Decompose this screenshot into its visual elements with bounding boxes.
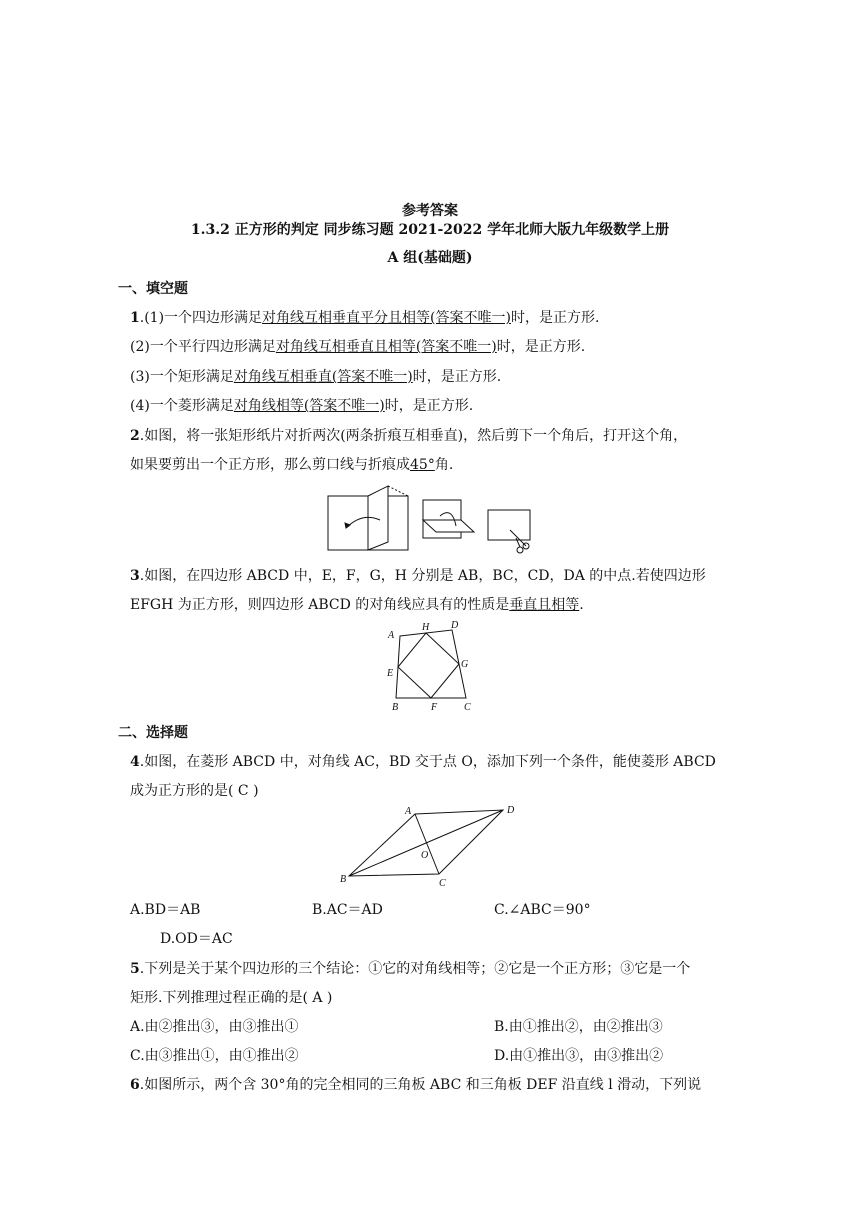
- q4-option-c: C.∠ABC＝90°: [494, 902, 591, 918]
- label-o: O: [421, 850, 429, 861]
- q1-answer-3: 对角线互相垂直(答案不唯一): [233, 369, 413, 385]
- q1-line-1: 1.(1)一个四边形满足对角线互相垂直平分且相等(答案不唯一)时，是正方形.: [130, 310, 600, 326]
- q1-line-3: (3)一个矩形满足对角线互相垂直(答案不唯一)时，是正方形.: [130, 369, 502, 385]
- q5-option-c: C.由③推出①，由①推出②: [130, 1048, 299, 1064]
- q5-option-b: B.由①推出②，由②推出③: [494, 1019, 663, 1035]
- q5-number: 5: [130, 961, 140, 977]
- q4-line-2: 成为正方形的是( C ): [130, 783, 259, 799]
- q1-line-2: (2)一个平行四边形满足对角线互相垂直且相等(答案不唯一)时，是正方形.: [130, 339, 586, 355]
- paper-folding-figure: [320, 480, 540, 556]
- q1-answer-1: 对角线互相垂直平分且相等(答案不唯一): [262, 310, 511, 326]
- label-d: D: [451, 620, 459, 631]
- label-c: C: [464, 702, 471, 713]
- q2-line-1: 2.如图，将一张矩形纸片对折两次(两条折痕互相垂直)，然后剪下一个角后，打开这个角，: [130, 428, 688, 444]
- q3-line-1: 3.如图，在四边形 ABCD 中，E，F，G，H 分别是 AB，BC，CD，DA 的中点.若使四边形: [130, 568, 706, 584]
- q3-line-2: EFGH 为正方形，则四边形 ABCD 的对角线应具有的性质是垂直且相等.: [130, 597, 584, 613]
- q3-number: 3: [130, 568, 140, 584]
- q4-option-b: B.AC＝AD: [312, 902, 383, 918]
- page-subtitle: 1.3.2 正方形的判定 同步练习题 2021-2022 学年北师大版九年级数学上册: [190, 222, 670, 238]
- q2-line-2: 如果要剪出一个正方形，那么剪口线与折痕成45°角.: [130, 457, 454, 473]
- quadrilateral-abcd: [396, 630, 469, 698]
- q6-number: 6: [130, 1077, 140, 1093]
- label-g: G: [461, 659, 469, 670]
- group-heading: A 组(基础题): [387, 250, 473, 266]
- label-f: F: [431, 702, 438, 713]
- second-fold-flap: [423, 520, 474, 532]
- q4-number: 4: [130, 754, 140, 770]
- label-b: B: [392, 702, 399, 713]
- label-a: A: [388, 630, 395, 641]
- q6-line-1: 6.如图所示，两个含 30°角的完全相同的三角板 ABC 和三角板 DEF 沿直线 l 滑动，下列说: [130, 1077, 702, 1093]
- diagonal-bd: [349, 810, 503, 876]
- folding-flap: [368, 486, 388, 550]
- section-multiple-choice: 二、选择题: [118, 725, 188, 741]
- label-c: C: [439, 878, 446, 888]
- quarter-sheet: [488, 510, 530, 540]
- q4-option-a: A.BD＝AB: [130, 902, 201, 918]
- q1-line-4: (4)一个菱形满足对角线相等(答案不唯一)时，是正方形.: [130, 398, 474, 414]
- q5-line-2: 矩形.下列推理过程正确的是( A ): [130, 990, 333, 1006]
- q5-line-1: 5.下列是关于某个四边形的三个结论：①它的对角线相等；②它是一个正方形；③它是一个: [130, 961, 691, 977]
- label-b: B: [340, 874, 347, 885]
- rhombus-figure: [335, 802, 525, 888]
- q4-option-d: D.OD＝AC: [160, 931, 233, 947]
- q5-option-d: D.由①推出③，由③推出②: [494, 1048, 664, 1064]
- q1-number: 1: [130, 310, 140, 326]
- square-efgh: [398, 633, 459, 698]
- q4-line-1: 4.如图，在菱形 ABCD 中，对角线 AC，BD 交于点 O，添加下列一个条件，能使菱形 ABCD: [130, 754, 716, 770]
- label-h: H: [422, 622, 430, 633]
- q5-option-a: A.由②推出③，由③推出①: [130, 1019, 299, 1035]
- diagonal-ac: [415, 814, 439, 874]
- q2-answer: 45°: [410, 457, 435, 473]
- q2-number: 2: [130, 428, 140, 444]
- section-fill-blank: 一、填空题: [118, 281, 188, 297]
- q1-answer-2: 对角线互相垂直且相等(答案不唯一): [275, 339, 497, 355]
- page-title: 参考答案: [402, 203, 458, 219]
- quadrilateral-figure: [380, 618, 480, 714]
- label-d: D: [507, 805, 515, 816]
- label-a: A: [405, 806, 412, 817]
- q1-answer-4: 对角线相等(答案不唯一): [233, 398, 385, 414]
- label-e: E: [387, 668, 394, 679]
- q3-answer: 垂直且相等: [509, 597, 580, 613]
